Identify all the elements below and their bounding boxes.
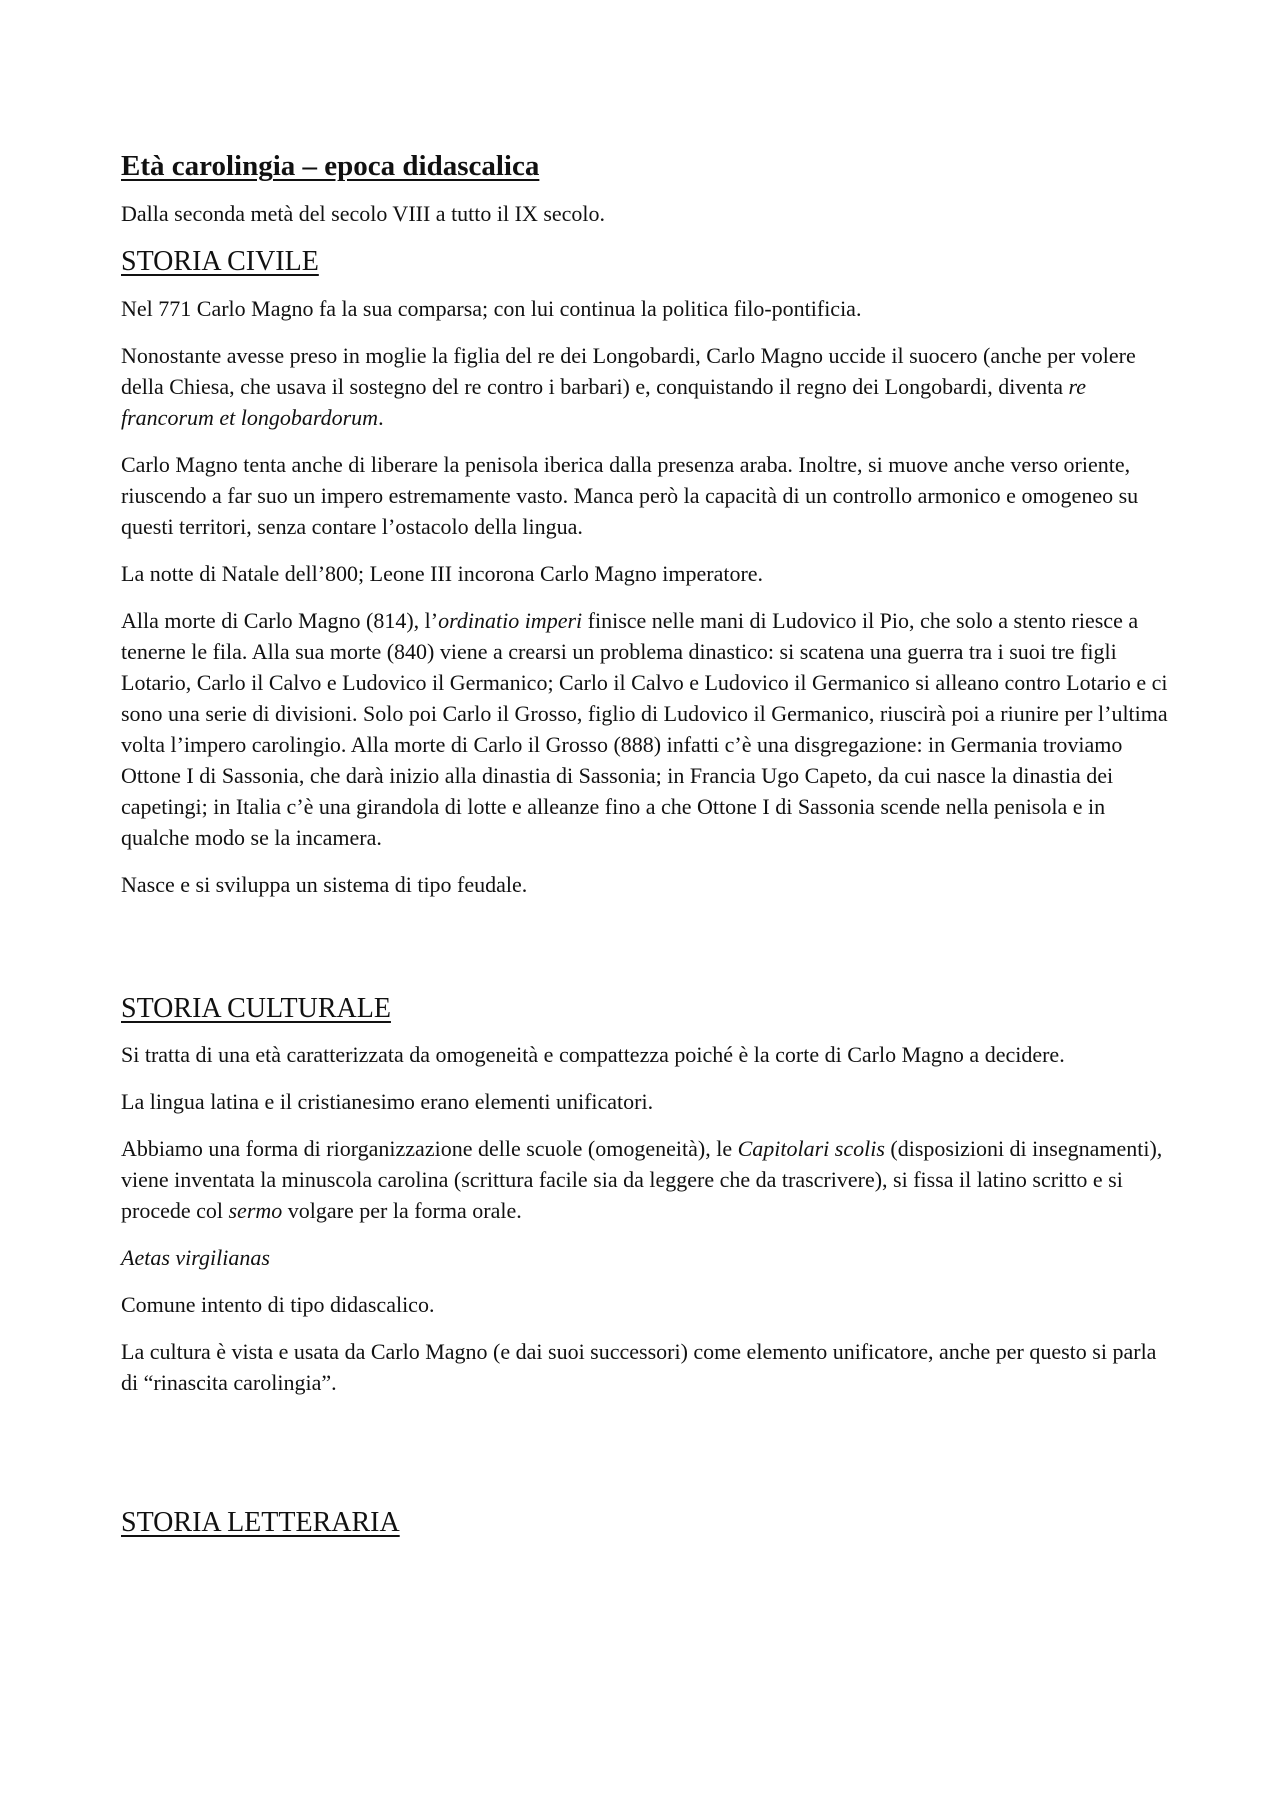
civile-p5-text-b: finisce nelle mani di Ludovico il Pio, che solo a stento riesce a tenerne le fila. Alla sua morte (840) viene a crearsi un problema dinastico: si scatena una guerra tra i suoi tre figli Lotario, Carlo il Calvo e Ludovico il Germanico; Carlo il Calvo e Ludovico il Germanico si alleano contro Lotario e ci sono una serie di divisioni. Solo poi Carlo il Grosso, figlio di Ludovico il Germanico, riuscirà poi a riunire per l’ultima volta l’impero carolingio. Alla morte di Carlo il Grosso (888) infatti c’è una disgregazione: in Germania troviamo Ottone I di Sassonia, che darà inizio alla dinastia di Sassonia; in Francia Ugo Capeto, da cui nasce la dinastia dei capetingi; in Italia c’è una girandola di lotte e alleanze fino a che Ottone I di Sassonia scende nella penisola e in qualche modo se la incamera. bbox=[121, 607, 1168, 850]
civile-p5-italic: ordinatio imperi bbox=[438, 607, 583, 633]
culturale-paragraph-3 bbox=[121, 1133, 1171, 1226]
section-heading-storia-culturale: STORIA CULTURALE bbox=[121, 992, 391, 1024]
culturale-p3-text-c: volgare per la forma orale. bbox=[282, 1198, 522, 1224]
culturale-paragraph-6: La cultura è vista e usata da Carlo Magno (e dai suoi successori) come elemento unificatore, anche per questo si parla di “rinascita carolingia”. bbox=[121, 1339, 1157, 1396]
spacer bbox=[121, 1414, 1171, 1506]
civile-paragraph-1: Nel 771 Carlo Magno fa la sua comparsa; con lui continua la politica filo-pontificia. bbox=[121, 295, 862, 321]
intro-paragraph: Dalla seconda metà del secolo VIII a tutto il IX secolo. bbox=[121, 201, 606, 227]
section-heading-storia-letteraria: STORIA LETTERARIA bbox=[121, 1507, 400, 1539]
culturale-p3-italic-1: Capitolari scolis bbox=[737, 1136, 885, 1162]
civile-paragraph-4: La notte di Natale dell’800; Leone III incorona Carlo Magno imperatore. bbox=[121, 560, 764, 586]
civile-paragraph-2 bbox=[121, 340, 1171, 433]
spacer bbox=[121, 916, 1171, 992]
civile-paragraph-6: Nasce e si sviluppa un sistema di tipo feudale. bbox=[121, 871, 528, 897]
document-title: Età carolingia – epoca didascalica bbox=[121, 150, 540, 182]
civile-p2-italic: re francorum et longobardorum bbox=[121, 373, 1087, 430]
culturale-paragraph-5: Comune intento di tipo didascalico. bbox=[121, 1292, 435, 1318]
culturale-paragraph-1: Si tratta di una età caratterizzata da omogeneità e compattezza poiché è la corte di Carlo Magno a decidere. bbox=[121, 1042, 1065, 1068]
civile-p2-text-b: . bbox=[378, 404, 384, 430]
civile-paragraph-5 bbox=[121, 605, 1171, 853]
section-heading-storia-civile: STORIA CIVILE bbox=[121, 246, 319, 278]
civile-p2-text-a: Nonostante avesse preso in moglie la figlia del re dei Longobardi, Carlo Magno uccide il suocero (anche per volere della Chiesa, che usava il sostegno del re contro i barbari) e, conquistando il regno dei Longobardi, diventa bbox=[121, 342, 1136, 399]
culturale-p3-italic-2: sermo bbox=[228, 1198, 283, 1224]
culturale-p3-text-b: (disposizioni di insegnamenti), viene inventata la minuscola carolina (scrittura facile sia da leggere che da trascrivere), si fissa il latino scritto e si procede col bbox=[121, 1136, 1163, 1224]
culturale-p3-text-a: Abbiamo una forma di riorganizzazione delle scuole (omogeneità), le bbox=[121, 1136, 738, 1162]
document-page bbox=[121, 148, 1171, 1554]
culturale-paragraph-4 bbox=[121, 1242, 1171, 1273]
civile-paragraph-3: Carlo Magno tenta anche di liberare la penisola iberica dalla presenza araba. Inoltre, si muove anche verso oriente, riuscendo a far suo un impero estremamente vasto. Manca però la capacità di un controllo armonico e omogeneo su questi territori, senza contare l’ostacolo della lingua. bbox=[121, 451, 1139, 539]
culturale-p4-italic: Aetas virgilianas bbox=[121, 1245, 270, 1271]
culturale-paragraph-2: La lingua latina e il cristianesimo erano elementi unificatori. bbox=[121, 1089, 654, 1115]
civile-p5-text-a: Alla morte di Carlo Magno (814), l’ bbox=[121, 607, 439, 633]
